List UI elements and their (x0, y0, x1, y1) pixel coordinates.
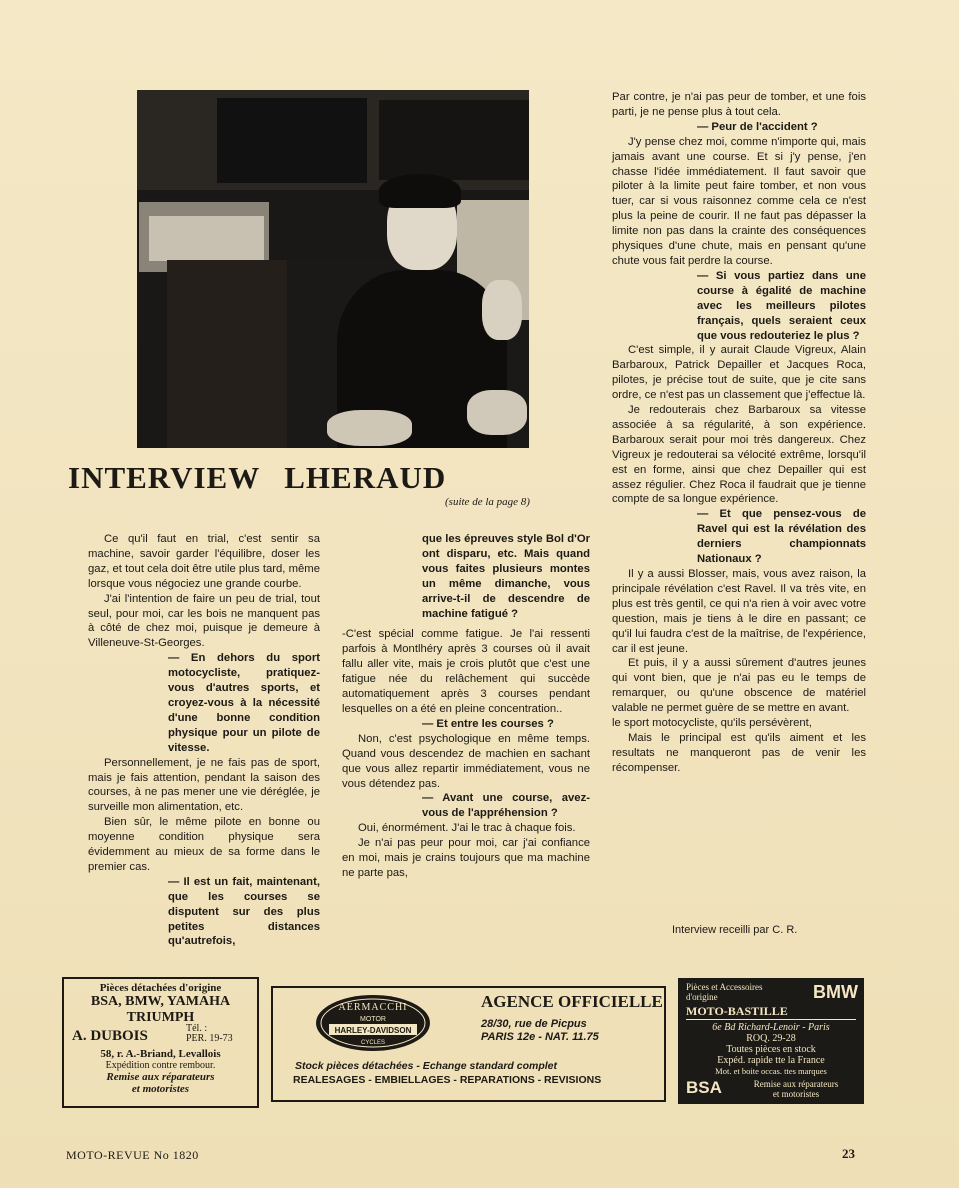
ad-bmw-shop: MOTO-BASTILLE (686, 1004, 788, 1018)
paragraph: Bien sûr, le même pilote en bonne ou moyenne condition physique sera évidemment au mieux de sa forme dans le premier cas. (88, 816, 320, 873)
footer-magazine: MOTO-REVUE No 1820 (66, 1148, 199, 1162)
ad-dubois-expedition: Expédition contre rembour. (105, 1060, 216, 1071)
ad-dubois-triumph: TRIUMPH (126, 1010, 195, 1025)
ad-dubois (62, 977, 259, 1108)
paragraph: Je n'ai pas peur pour moi, car j'ai confiance en moi, mais je crains toujours que ma machine ne parte pas, (342, 837, 590, 879)
article-signature: Interview receilli par C. R. (672, 924, 798, 936)
paragraph: Et puis, il y a aussi sûrement d'autres jeunes qui vont bien, que je n'ai pas eu le temps de remarquer, ou qu'une obscence de matériel valable ne permet guère de se mettre en avant. (612, 657, 866, 715)
ad-dubois-brands: BSA, BMW, YAMAHA (90, 994, 231, 1009)
question: — Avant une course, avez-vous de l'appréhension ? (422, 792, 590, 820)
ad-aermacchi-addr2: PARIS 12e - NAT. 11.75 (481, 1031, 599, 1043)
paragraph: Non, c'est psychologique en même temps. Quand vous descendez de machien en sachant que vous allez repartir immédiatement, vous ne vous détendez pas. (342, 732, 590, 790)
question: — Si vous partiez dans une course à égalité de machine avec les meilleurs pilotes français, quels seraient ceux que vous redouteriez le plus ? (697, 269, 866, 342)
ad-aermacchi-address (481, 1018, 599, 1044)
logo-motor-text: MOTOR (360, 1016, 386, 1023)
ad-dubois-address: 58, r. A.-Briand, Levallois (100, 1048, 221, 1060)
logo-cycles-text: CYCLES (360, 1040, 386, 1046)
ad-aermacchi-services: REALESAGES - EMBIELLAGES - REPARATIONS - REVISIONS (293, 1074, 602, 1086)
ad-bmw-pieces2: d'origine (686, 992, 718, 1002)
paragraph: J'ai l'intention de faire un peu de trial, tout seul, pour moi, car les bois ne manquent pas à côté de chez moi, puisque je demeure à Villeneuve-St-Georges. (88, 592, 320, 650)
question: — En dehors du sport motocycliste, pratiquez-vous d'autres sports, et croyez-vous à la nécessité d'une bonne condition physique pour un pilote de vitesse. (168, 652, 320, 754)
ad-bmw-rem1: Remise aux réparateurs (753, 1079, 839, 1089)
question: que les épreuves style Bol d'Or ont disparu, etc. Mais quand vous faites plusieurs montes un même dimanche, vous arrive-t-il de descendre de machine fatigué ? (422, 533, 590, 620)
paragraph: Par contre, je n'ai pas peur de tomber, et une fois parti, je ne pense plus à tout cela. (612, 91, 866, 118)
ad-dubois-tel-label: Tél. : (186, 1023, 208, 1034)
paragraph: Oui, énormément. J'ai le trac à chaque fois. (358, 822, 576, 835)
ad-bmw-pieces1: Pièces et Accessoires (686, 982, 763, 992)
ad-dubois-phone (186, 1024, 233, 1044)
paragraph: Personnellement, je ne fais pas de sport, mais je fais attention, pendant la saison des courses, à ne pas mener une vie déréglée, je surveille mon alimentation, etc. (88, 756, 320, 814)
paragraph: Mais le principal est qu'ils aiment et les resultats ne manqueront pas de venir les récompenser. (612, 731, 866, 774)
question: — Peur de l'accident ? (697, 120, 818, 133)
logo-aermacchi-text: AERMACCHI (338, 1002, 408, 1013)
ad-dubois-remise2: et motoristes (131, 1083, 190, 1095)
ad-bmw-address: 6e Bd Richard-Lenoir - Paris (712, 1022, 830, 1033)
article-title (68, 460, 538, 496)
ad-dubois-name-row (64, 1023, 257, 1048)
ad-dubois-name: A. DUBOIS (72, 1028, 148, 1044)
question: — Il est un fait, maintenant, que les courses se disputent sur des plus petites distances qu'autrefois, (168, 875, 320, 948)
article-column-2 (342, 532, 590, 881)
logo-harley-text: HARLEY-DAVIDSON (334, 1026, 412, 1035)
footer-page-number: 23 (842, 1146, 855, 1161)
ad-bmw-mot: Mot. et boite occas. ttes marques (715, 1066, 827, 1076)
ad-bmw-divider (686, 1019, 856, 1020)
aermacchi-logo (315, 994, 431, 1052)
paragraph: Ce qu'il faut en trial, c'est sentir sa machine, savoir garder l'équilibre, doser les gaz, et tout cela doit être utile plus tard, même lorsque vous négociez une grande courbe. (88, 533, 320, 590)
paragraph: C'est simple, il y aurait Claude Vigreux, Alain Barbaroux, Patrick Depailler et Jacques Roca, pilotes, je précise tout de suite, que je cite sans ordre, ce n'est pas un classement que j'effectue là. (612, 344, 866, 402)
question: — Et que pensez-vous de Ravel qui est la révélation des derniers championnats Nationaux ? (697, 508, 866, 566)
continuation-note: (suite de la page 8) (445, 496, 530, 508)
ad-aermacchi-stock: Stock pièces détachées - Echange standard complet (295, 1060, 558, 1072)
ad-bmw-details (678, 1022, 864, 1077)
paragraph: Il y a aussi Blosser, mais, vous avez raison, la principale révélation c'est Ravel. Il va très vite, en plus est très gentil, ce qui n'a rien à voir avec votre question, mais je tiens à le dire en passant; ce qu'il lui faudra c'est de la maîtrise, de l'expérience, car il est jeune. (612, 568, 866, 655)
title-word-lheraud: LHERAUD (284, 460, 447, 495)
ad-agence-officielle: AGENCE OFFICIELLE (481, 992, 663, 1011)
ad-bmw-exped: Expéd. rapide tte la France (717, 1055, 825, 1066)
article-column-1 (88, 532, 320, 949)
title-word-interview: INTERVIEW (68, 460, 261, 495)
article-column-3 (612, 90, 866, 776)
ad-bmw-roq: ROQ. 29-28 (746, 1033, 796, 1044)
ad-moto-bastille (678, 978, 864, 1104)
ad-aermacchi (271, 986, 666, 1102)
ad-bmw-remise (732, 1079, 860, 1099)
interview-photo (137, 90, 529, 448)
ad-bmw-bsa: BSA (686, 1078, 722, 1097)
ad-dubois-tel: PER. 19-73 (186, 1033, 233, 1044)
paragraph: J'y pense chez moi, comme n'importe qui, mais jamais avant une course. Et si j'y pense, j'en chasse l'idée immédiatement. Il faut savoir que piloter à la limite peut faire tomber, et non vous tuer, car si vous raisonnez comme cela ce n'est plus la peine de courir. Il ne faut pas dépasser la limite non pas dans la crainte des conséquences physiques d'une chute, mais en pensant qu'une chute vous fait perdre la course. (612, 135, 866, 267)
ad-bmw-brand: BMW (813, 982, 858, 1002)
paragraph: -C'est spécial comme fatigue. Je l'ai ressenti parfois à Montlhéry après 3 courses où il avait fallu aller vite, mais je crois plutôt que c'est une fatigue née du relâchement qui succède automatiquement après 3 courses pendant lesquelles on a été en pleine concentration.. (342, 628, 590, 715)
ad-dubois-remise: Remise aux réparateurs (106, 1071, 215, 1083)
ad-aermacchi-addr1: 28/30, rue de Picpus (481, 1018, 587, 1030)
ad-bmw-stock: Toutes pièces en stock (726, 1044, 816, 1055)
paragraph: Je redouterais chez Barbaroux sa vitesse associée à sa régularité, à son expérience. Barbaroux serait pour moi très dangereux. Chez Vigreux je redouterai sa vélocité extrême, lorsqu'il est en forme, ainsi que chez Depailler qui est assez régulier. Chez Roca il faudrait que je tienne compte de sa longue expérience. (612, 404, 866, 506)
question: — Et entre les courses ? (422, 717, 554, 730)
ad-bmw-rem2: et motoristes (772, 1089, 820, 1099)
ad-dubois-line1: Pièces détachées d'origine (99, 982, 222, 994)
ad-bmw-pieces (686, 982, 762, 1002)
paragraph: le sport motocycliste, qu'ils persévèrent, (612, 717, 812, 730)
